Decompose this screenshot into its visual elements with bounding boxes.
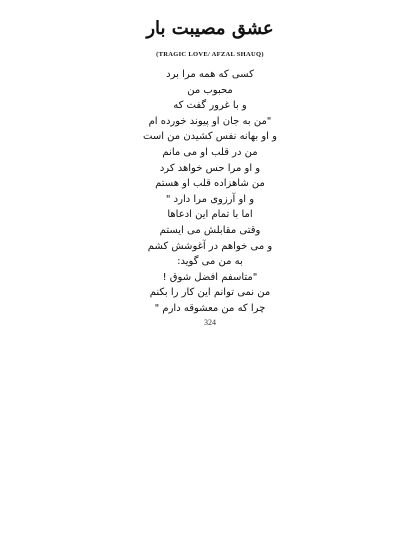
poem-line: و با غرور گفت که <box>173 100 247 112</box>
poem-subtitle: (TRAGIC LOVE/ AFZAL SHAUQ) <box>156 51 264 58</box>
poem-line: چرا که من معشوقه دارم " <box>154 302 266 314</box>
poem-line: "متاسفم افضل شوق ! <box>162 271 258 283</box>
poem-line: من نمی توانم این کار را بکنم <box>149 287 271 299</box>
poem-line: من شاهزاده قلب او هستم <box>155 178 265 190</box>
page-number: 324 <box>204 318 216 327</box>
poem-line: "من به جان او پیوند خورده ام <box>148 115 272 127</box>
poem-line: اما با تمام این ادعاها <box>167 209 253 221</box>
poem-line: و او آرزوی مرا دارد " <box>165 193 255 205</box>
poem-line: کسی که همه مرا برد <box>166 69 254 80</box>
poem-body <box>0 67 420 317</box>
poem-line: من در قلب او می مانم <box>162 146 258 158</box>
poem-line: محبوب من <box>187 84 233 96</box>
poem-line: و او مرا حس خواهد کرد <box>159 162 261 174</box>
poem-title: عشق مصیبت بار <box>146 18 274 39</box>
poem-line: و می خواهم در آغوشش کشم <box>147 240 273 252</box>
poem-line: وقتی مقابلش می ایستم <box>159 224 261 236</box>
poem-line: و او بهانه نفس کشیدن من است <box>143 131 277 143</box>
poem-line: به من می گوید: <box>177 256 243 268</box>
